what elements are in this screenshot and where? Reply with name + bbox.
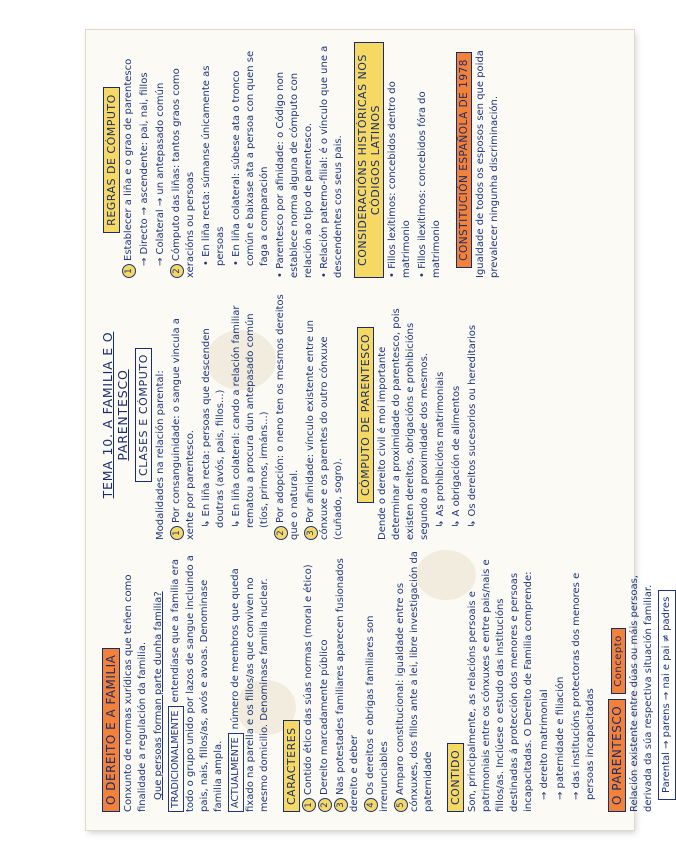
heading-concepto: Concepto	[611, 628, 626, 693]
tag-actualmente: ACTUALMENTE	[228, 733, 244, 812]
heading-parentesco: O PARENTESCO	[608, 699, 626, 812]
prohibicion-item: Os dereitos sucesorios ou hereditarios	[467, 324, 478, 517]
comprende-item: paternidade e filiación	[555, 676, 566, 789]
trad-text: entendíase que a familia era todo o grupo unido por lazos de sangue incluindo a pais, nais, fillos/as, avós e avoas. Denominase familia ampla.	[170, 555, 224, 812]
constitucion-text: Igualdade de todos os esposos sen que poida prevalecer ningunha discriminación.	[475, 50, 500, 278]
hist-item: Fillos lexítimos: concebidos dentro do matrimonio	[387, 81, 412, 278]
note-item: Parentesco por afinidade: o Código non establece norma alguna de cómputo con relación ao tipo de parentesco.	[275, 71, 314, 278]
heading-regras-computo: REGRAS DE CÓMPUTO	[103, 87, 120, 233]
heading-caracteres: CARACTERES	[283, 720, 300, 812]
char-item: Amparo constitucional: igualdade entre os cónxuxes, dos fillos ante a lei, libre investigación da paternidade	[395, 551, 434, 812]
question-text: Que persoas forman parte dunha familia?	[153, 591, 164, 800]
modalidade-item: Por adopción: o neno ten os mesmos dereitos que o natural.	[275, 294, 300, 540]
contido-text: Son, principalmente, as relacións persoais e patrimoniais entre os cónxuxes e entre pais/nais e fillos/as. Inclúese o estudo das institucións destinadas á protección dos menores e persoas incapacitadas. O Dereito de Familia comprende:	[467, 559, 534, 812]
liña-item: En liña recta: persoas que descenden doutras (avós, pais, fillos...)	[201, 328, 226, 528]
computo-text: Dende o dereito civil é moi importante determinar a proximidade do parentesco, pois existen dereitos, obrigacións e prohibicións segundo a proximidade dos mesmos.	[377, 308, 430, 540]
column-3: REGRAS DE CÓMPUTO 1Establecer a liña e o grao de parentesco → Directo → ascendente: pai, nai, fillos → Colateral → un antepasado común 2Cómputo das liñas: tantos graos como xeracións ou persoas • En liña recta: súmanse únicamente as persoas • En liña colateral: súbese ata o tronco común e baixase ata a persoa con quen se faga a comparación • Parentesco por afinidade: o Código non establece norma alguna de cómputo con relación ao tipo de parentesco. • Relación paterno-filial: é o vínculo que une a descendentes cos seus pais. CONSIDERACIÓNS HISTÓRICAS NOS CÓDIGOS LATINOS • Fillos lexítimos: concebidos dentro do matrimonio • Fillos ilexítimos: concebidos fóra do matrimonio CONSTITUCIÓN ESPAÑOLA DE 1978 Igualdade de todos os esposos sen que poida prevalecer ningunha discriminación.	[100, 42, 620, 278]
parental-box: Parental → parens → nai e pai ≠ padres	[658, 590, 676, 800]
char-item: Contido ético das súas normas (moral e ético)	[303, 564, 314, 795]
page-title: TEMA 10. A FAMILIA E O PARENTESCO	[100, 331, 130, 499]
hist-item: Fillos ilexítimos: concebidos fóra do matrimonio	[417, 91, 442, 278]
regra-item: Cómputo das liñas: tantos graos como xeracións ou persoas	[171, 68, 196, 278]
regra-item: Establecer a liña e o grao de parentesco	[123, 58, 134, 261]
heading-clases-computo: CLASES E CÓMPUTO	[135, 348, 152, 482]
liña-item: En liña colateral: cando a relación familiar rematou a procura dun antepasado común (tíos, primos, irmáns...)	[231, 305, 270, 528]
modalidade-item: Por consanguinidade: o sangue vincula a xente por parentesco.	[171, 318, 196, 540]
char-item: Os dereitos e obrigas familiares son irrenunciables	[365, 615, 390, 812]
note-item: Relación paterno-filial: é o vínculo que une a descendentes cos seus pais.	[319, 45, 344, 278]
modalidade-item: Por afinidade: vínculo existente entre un cónxuxe e os parentes do outro cónxuxe (cuñado, sogro).	[305, 320, 344, 540]
column-2: TEMA 10. A FAMILIA E O PARENTESCO CLASES E CÓMPUTO Modalidades na relación parental: 1Por consanguinidade: o sangue vincula a xente por parentesco. ↳ En liña recta: persoas que descenden doutras (avós, pais, fillos...) ↳ En liña colateral: cando a relación familiar rematou a procura dun antepasado común (tíos, primos, irmáns...) 2Por adopción: o neno ten os mesmos dereitos que o natural. 3Por afinidade: vínculo existente entre un cónxuxe e os parentes do outro cónxuxe (cuñado, sogro). CÓMPUTO DE PARENTESCO Dende o dereito civil é moi importante determinar a proximidade do parentesco, pois existen dereitos, obrigacións e prohibicións segundo a proximidade dos mesmos. ↳ As prohibicións matrimoniais ↳ A obrigación de alimentos ↳ Os dereitos sucesorios ou hereditarios	[100, 290, 620, 540]
regra-sub: Colateral → un antepasado común	[155, 82, 166, 255]
heading-computo-parentesco: CÓMPUTO DE PARENTESCO	[357, 327, 374, 503]
regra-sub: En liña recta: súmanse únicamente as persoas	[201, 65, 226, 266]
intro-text: Conxunto de normas xurídicas que teñen como finalidade a regulación da familia.	[123, 574, 148, 812]
notebook-page	[86, 30, 672, 830]
char-item: Dereito marcadamente público	[319, 639, 330, 795]
prohibicion-item: As prohibicións matrimoniais	[435, 371, 446, 517]
parentesco-text: Relación existente entre dúas ou máis persoas, derivada da súa respectiva situación familiar.	[629, 575, 654, 812]
comprende-item: das institucións protectoras dos menores e persoas incapacitadas	[571, 572, 596, 800]
prohibicion-item: A obrigación de alimentos	[451, 385, 462, 517]
regra-sub: Directo → ascendente: pai, nai, fillos	[139, 72, 150, 255]
act-text: número de membros que queda fixado na parella e os fillos/as que conviven no mesmo domicilio. Denominase familia nuclear.	[230, 568, 270, 812]
heading-constitucion: CONSTITUCIÓN ESPAÑOLA DE 1978	[456, 52, 472, 268]
modalidades-text: Modalidades na relación parental:	[155, 370, 166, 540]
comprende-item: dereito matrimonial	[539, 689, 550, 789]
regra-sub: En liña colateral: súbese ata o tronco común e baixase ata a persoa con quen se faga a comparación	[231, 50, 270, 266]
rotated-content	[86, 30, 672, 830]
char-item: Nas potestades familiares aparecen fusionados dereito e deber	[335, 558, 360, 812]
heading-contido: CONTIDO	[447, 743, 464, 812]
column-1: O DEREITO E A FAMILIA Conxunto de normas xurídicas que teñen como finalidade a regulación da familia. Que persoas forman parte dunha familia? TRADICIONALMENTEentendíase que a familia era todo o grupo unido por lazos de sangue incluindo a pais, nais, fillos/as, avós e avoas. Denominase familia ampla. ACTUALMENTEnúmero de membros que queda fixado na parella e os fillos/as que conviven no mesmo domicilio. Denominase familia nuclear. CARACTERES 1Contido ético das súas normas (moral e ético) 2Dereito marcadamente público 3Nas potestades familiares aparecen fusionados dereito e deber 4Os dereitos e obrigas familiares son irrenunciables 5Amparo constitucional: igualdade entre os cónxuxes, dos fillos ante a lei, libre investigación da paternidade CONTIDO Son, principalmente, as relacións persoais e patrimoniais entre os cónxuxes e entre pais/nais e fillos/as. Inclúese o estudo das institucións destinadas á protección dos menores e persoas incapacitadas. O Dereito de Familia comprende: → dereito matrimonial → paternidade e filiación → das institucións protectoras dos menores e persoas incapacitadas O PARENTESCO Concepto Relación existente entre dúas ou máis persoas, derivada da súa respectiva situación familiar. Parental → parens → nai e pai ≠ padres	[100, 550, 620, 812]
heading-consideracions: CONSIDERACIÓNS HISTÓRICAS NOS CÓDIGOS LATINOS	[354, 42, 384, 278]
tag-tradicionalmente: TRADICIONALMENTE	[168, 706, 184, 812]
heading-dereito-familia: O DEREITO E A FAMILIA	[102, 648, 120, 812]
